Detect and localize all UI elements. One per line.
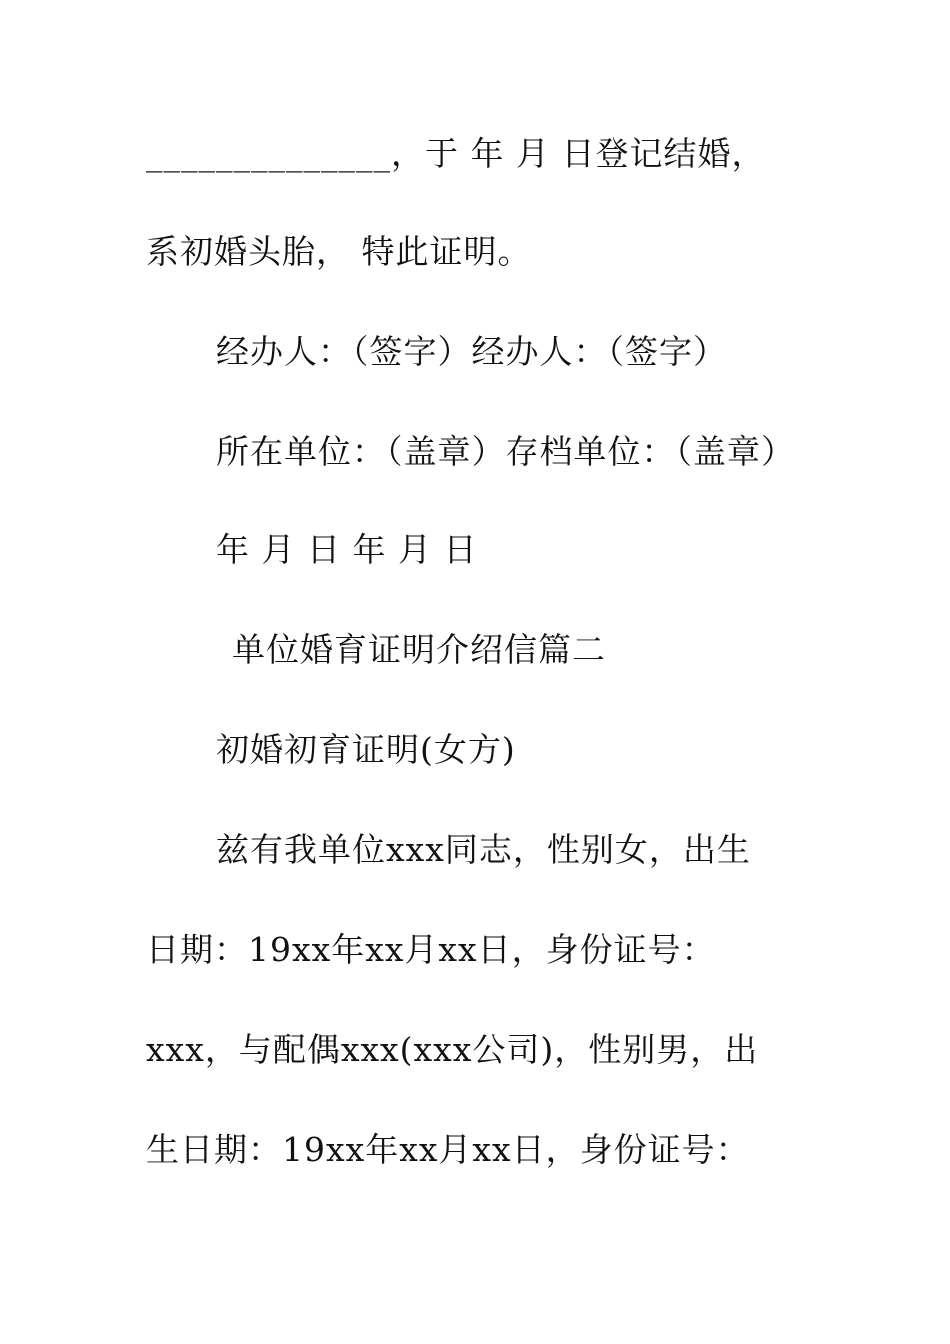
document-title: 初婚初育证明(女方) <box>216 730 516 769</box>
section-heading: 单位婚育证明介绍信篇二 <box>232 630 606 669</box>
text-line-dates: 年 月 日 年 月 日 <box>216 530 478 569</box>
text-line-spouse-info: xxx，与配偶xxx(xxx公司)，性别男，出 <box>146 1030 759 1069</box>
text-line-handler-signatures: 经办人：（签字）经办人：（签字） <box>216 332 727 371</box>
text-line-employee-intro: 兹有我单位xxx同志，性别女，出生 <box>216 830 751 869</box>
text-line-birth-date-id: 日期：19xx年xx月xx日，身份证号： <box>146 930 716 969</box>
text-line-spouse-birth-date-id: 生日期：19xx年xx月xx日，身份证号： <box>146 1130 750 1169</box>
text-line-unit-seals: 所在单位：（盖章）存档单位：（盖章） <box>216 432 795 471</box>
text-line-first-marriage-certification: 系初婚头胎， 特此证明。 <box>146 232 532 271</box>
text-line-marriage-registration: ______________，于 年 月 日登记结婚， <box>146 134 766 173</box>
